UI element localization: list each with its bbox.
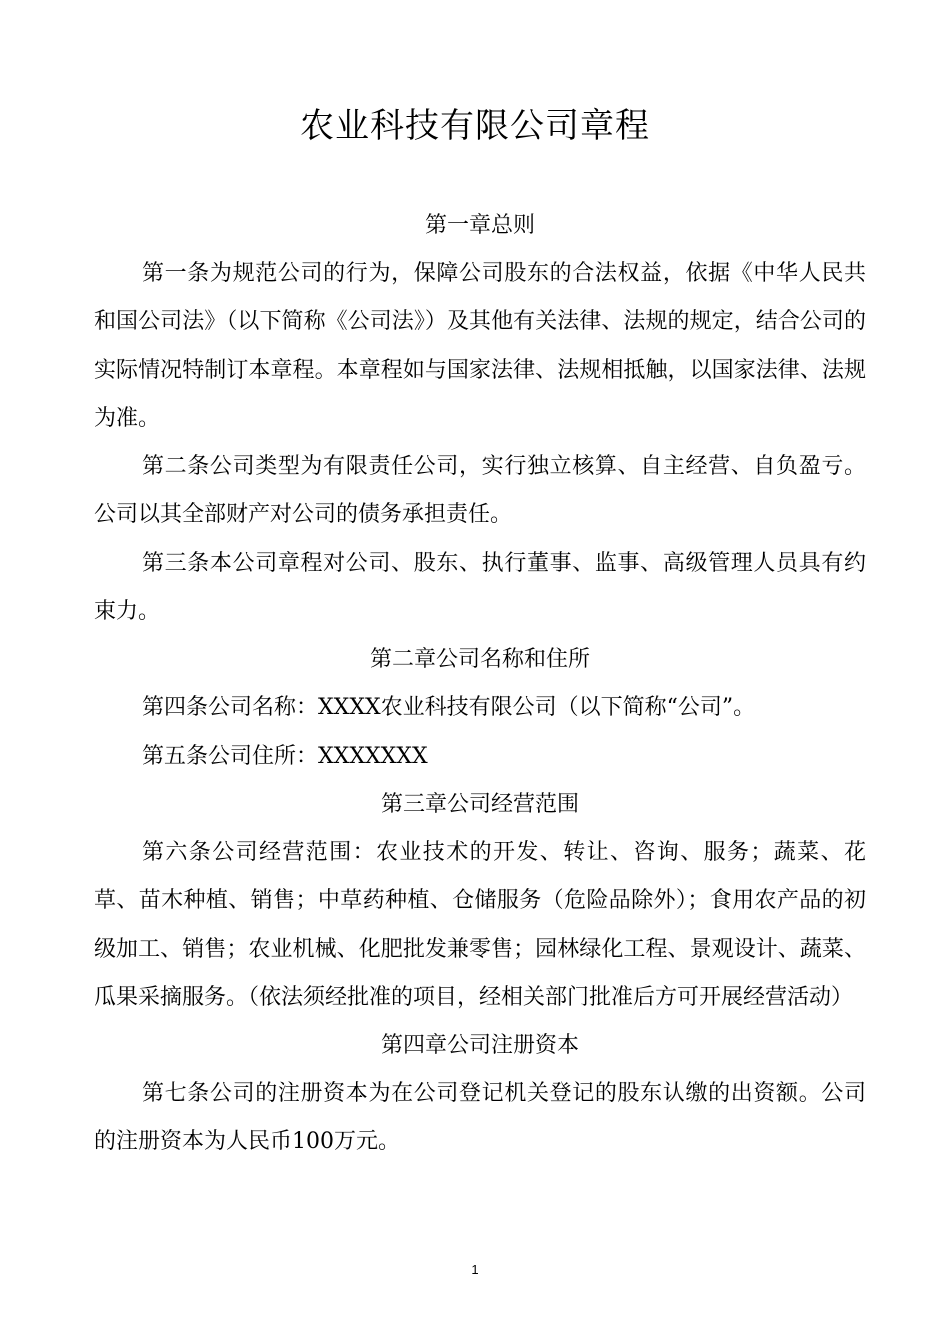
article-2: 第二条公司类型为有限责任公司，实行独立核算、自主经营、自负盈亏。公司以其全部财产对公司的债务承担责任。 <box>94 454 866 528</box>
article-3: 第三条本公司章程对公司、股东、执行董事、监事、高级管理人员具有约束力。 <box>94 550 866 625</box>
chapter-1-heading: 第一章总则 <box>424 213 535 238</box>
chapter-4-heading: 第四章公司注册资本 <box>380 1033 579 1059</box>
document-body <box>94 202 866 1167</box>
article-7: 第七条公司的注册资本为在公司登记机关登记的股东认缴的出资额。公司的注册资本为人民币100万元。 <box>94 1081 866 1155</box>
document-title: 农业科技有限公司章程 <box>300 106 650 146</box>
article-4: 第四条公司名称：XXXX农业科技有限公司（以下简称“公司”。 <box>142 695 756 721</box>
chapter-3-heading: 第三章公司经营范围 <box>380 791 579 817</box>
article-5: 第五条公司住所：XXXXXXX <box>142 743 428 769</box>
article-1: 第一条为规范公司的行为，保障公司股东的合法权益，依据《中华人民共和国公司法》（以下简称《公司法》）及其他有关法律、法规的规定，结合公司的实际情况特制订本章程。本章程如与国家法律、法规相抵触，以国家法律、法规为准。 <box>94 261 866 431</box>
chapter-2-heading: 第二章公司名称和住所 <box>369 647 590 673</box>
article-6: 第六条公司经营范围：农业技术的开发、转让、咨询、服务；蔬菜、花草、苗木种植、销售；中草药种植、仓储服务（危险品除外）；食用农产品的初级加工、销售；农业机械、化肥批发兼零售；园林绿化工程、景观设计、蔬菜、瓜果采摘服务。（依法须经批准的项目，经相关部门批准后方可开展经营活动） <box>94 839 866 1010</box>
page-number: 1 <box>471 1262 479 1277</box>
